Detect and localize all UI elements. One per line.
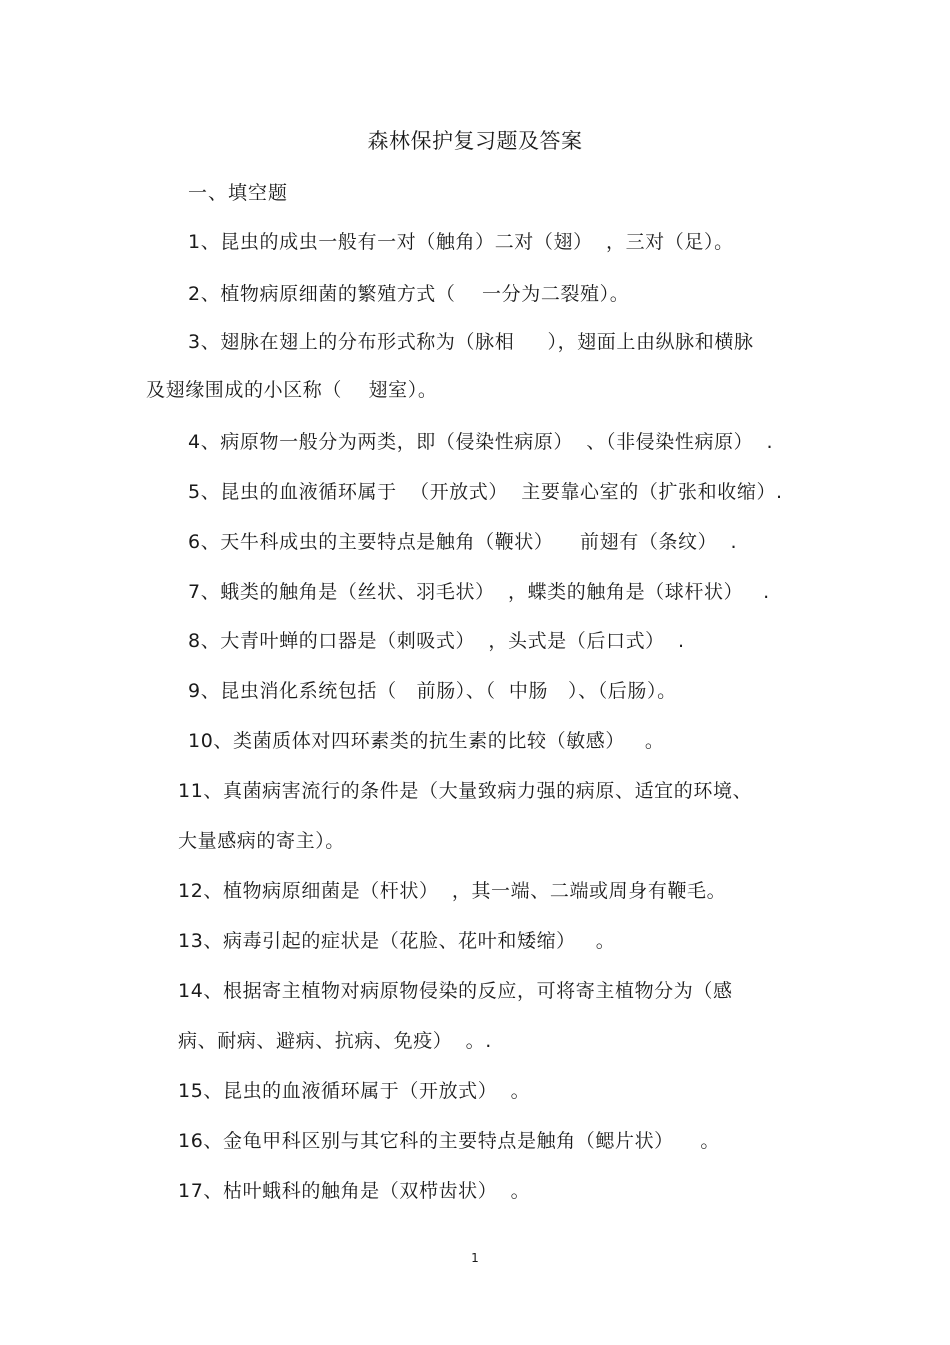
- question-line-continuation: 大量感病的寄主）。: [178, 830, 345, 852]
- question-line: 16、金龟甲科区别与其它科的主要特点是触角（鳃片状） 。: [178, 1130, 720, 1152]
- page-number: 1: [471, 1251, 479, 1265]
- question-line: 17、枯叶蛾科的触角是（双栉齿状） 。: [178, 1180, 531, 1202]
- question-line: 7、蛾类的触角是（丝状、羽毛状） ，蝶类的触角是（球杆状） .: [188, 581, 770, 603]
- question-line: 2、植物病原细菌的繁殖方式（ 一分为二裂殖）。: [188, 283, 630, 305]
- question-line: 10、类菌质体对四环素类的抗生素的比较（敏感） 。: [188, 730, 665, 752]
- question-line: 14、根据寄主植物对病原物侵染的反应，可将寄主植物分为（感: [178, 980, 733, 1002]
- question-line: 15、昆虫的血液循环属于（开放式） 。: [178, 1080, 531, 1102]
- question-line: 4、病原物一般分为两类，即（侵染性病原） 、（非侵染性病原） .: [188, 431, 774, 453]
- question-line-continuation: 及翅缘围成的小区称（ 翅室）。: [146, 379, 438, 401]
- question-line: 9、昆虫消化系统包括（ 前肠）、（ 中肠 ）、（后肠）。: [188, 680, 677, 702]
- question-line: 13、病毒引起的症状是（花脸、花叶和矮缩） 。: [178, 930, 616, 952]
- question-line: 11、真菌病害流行的条件是（大量致病力强的病原、适宜的环境、: [178, 780, 753, 802]
- question-line-continuation: 病、耐病、避病、抗病、免疫） 。.: [178, 1030, 492, 1052]
- document-title: 森林保护复习题及答案: [367, 129, 583, 153]
- section-heading: 一、填空题: [188, 182, 289, 204]
- question-line: 6、天牛科成虫的主要特点是触角（鞭状） 前翅有（条纹） .: [188, 531, 738, 553]
- question-line: 5、昆虫的血液循环属于 （开放式） 主要靠心室的（扩张和收缩）.: [188, 481, 783, 503]
- question-line: 12、植物病原细菌是（杆状） ，其一端、二端或周身有鞭毛。: [178, 880, 727, 902]
- question-line: 8、大青叶蝉的口器是（刺吸式） ，头式是（后口式） .: [188, 630, 685, 652]
- question-line: 1、昆虫的成虫一般有一对（触角）二对（翅） ，三对（足）。: [188, 231, 734, 253]
- question-line: 3、翅脉在翅上的分布形式称为（脉相 ），翅面上由纵脉和横脉: [188, 331, 754, 353]
